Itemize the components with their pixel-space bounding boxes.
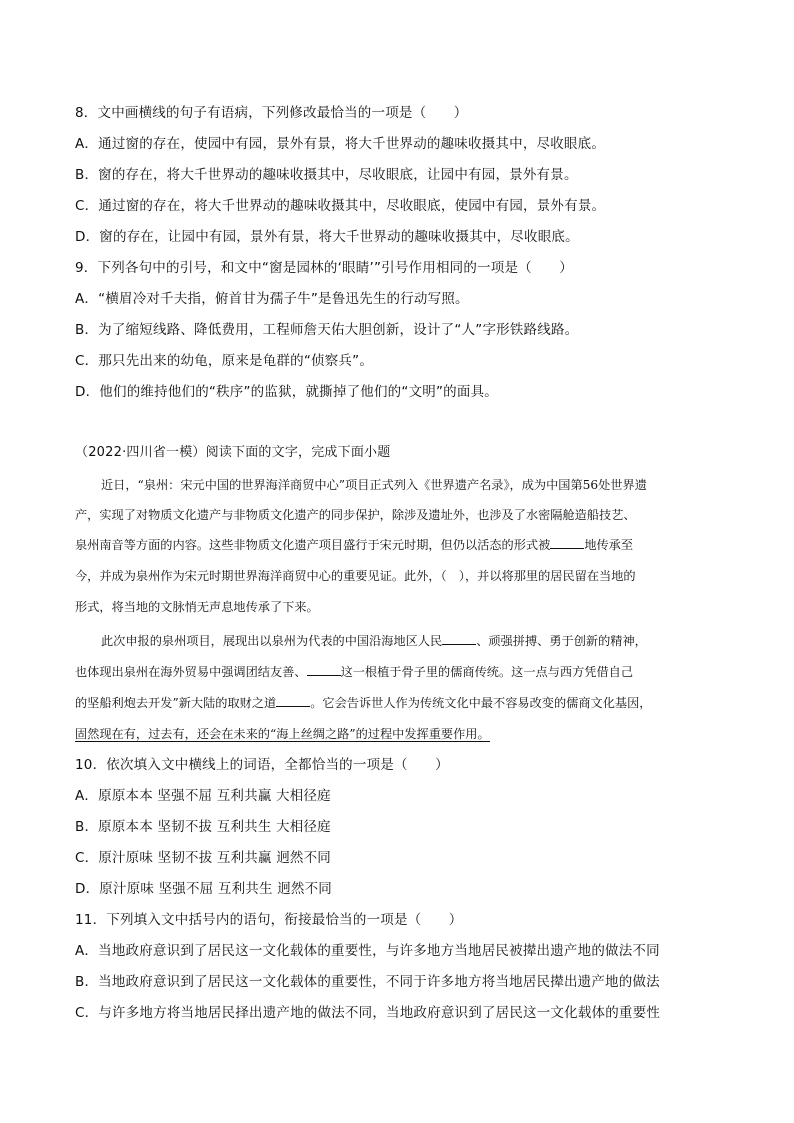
passage-p1-line3-a: 泉州南音等方面的内容。这些非物质文化遗产项目盛行于宋元时期，但仍以活态的形式被 <box>75 538 551 552</box>
q8-option-b: B．窗的存在，将大千世界动的趣味收摄其中，尽收眼底，让园中有园，景外有景。 <box>75 167 578 183</box>
passage-p2-line1 <box>75 631 747 651</box>
q11-option-c: C．与许多地方将当地居民择出遗产地的做法不同，当地政府意识到了居民这一文化载体的重要性 <box>75 1005 661 1021</box>
q9-option-a: A．“横眉冷对千夫指，俯首甘为孺子牛”是鲁迅先生的行动写照。 <box>75 291 469 307</box>
passage-p2-line2 <box>75 662 721 682</box>
passage-p1-line5: 形式，将当地的文脉悄无声息地传承了下来。 <box>75 600 319 614</box>
q10-stem: 10．依次填入文中横线上的词语，全都恰当的一项是（ ） <box>75 757 449 773</box>
passage-p2-line2-a: 也体现出泉州在海外贸易中强调团结友善、 <box>75 665 307 679</box>
passage-p2-line3-b: 。它会告诉世人作为传统文化中最不容易改变的儒商文化基因， <box>310 696 652 710</box>
fill-blank-1 <box>550 536 584 549</box>
q9-option-c: C．那只先出来的幼龟，原来是龟群的“侦察兵”。 <box>75 353 374 369</box>
passage-p1-line3 <box>75 535 721 555</box>
passage-p1-line4: 今，并成为泉州作为宋元时期世界海洋商贸中心的重要见证。此外，（ ），并以将那里的居民留在当地的 <box>75 569 636 583</box>
reading-source: （2022·四川省一模）阅读下面的文字，完成下面小题 <box>75 445 391 460</box>
q10-option-d: D．原汁原味 坚强不屈 互利共生 迥然不同 <box>75 881 332 897</box>
q9-option-d: D．他们的维持他们的“秩序”的监狱，就撕掉了他们的“文明”的面具。 <box>75 384 498 400</box>
passage-p1-line3-b: 地传承至 <box>584 538 634 552</box>
q11-option-a: A．当地政府意识到了居民这一文化载体的重要性，与许多地方当地居民被撵出遗产地的做法不同 <box>75 943 660 959</box>
passage-p2-line1-a: 此次申报的泉州项目，展现出以泉州为代表的中国沿海地区人民 <box>101 634 443 648</box>
q9-stem: 9．下列各句中的引号，和文中“窗是园林的‘眼睛’”引号作用相同的一项是（ ） <box>75 260 573 276</box>
fill-blank-3 <box>307 663 341 676</box>
passage-p2-line1-b: 、顽强拼搏、勇于创新的精神， <box>476 634 647 648</box>
q10-option-b: B．原原本本 坚韧不拔 互利共生 大相径庭 <box>75 819 331 835</box>
passage-p2-line3 <box>75 693 721 713</box>
q8-option-a: A．通过窗的存在，使园中有园，景外有景，将大千世界动的趣味收摄其中，尽收眼底。 <box>75 136 606 152</box>
fill-blank-4 <box>276 694 310 707</box>
passage-p2-line3-a: 的坚船利炮去开发”新大陆的取财之道 <box>75 696 277 710</box>
q11-option-b: B．当地政府意识到了居民这一文化载体的重要性，不同于许多地方将当地居民撵出遗产地的做法 <box>75 974 660 990</box>
q9-option-b: B．为了缩短线路、降低费用，工程师詹天佑大胆创新，设计了“人”字形铁路线路。 <box>75 322 579 338</box>
q11-stem: 11．下列填入文中括号内的语句，衔接最恰当的一项是（ ） <box>75 912 463 928</box>
q8-stem: 8．文中画横线的句子有语病，下列修改最恰当的一项是（ ） <box>75 105 468 121</box>
passage-p2-line2-b: 这一根植于骨子里的儒商传统。这一点与西方凭借自己 <box>340 665 634 679</box>
q8-option-c: C．通过窗的存在，将大千世界动的趣味收摄其中，尽收眼底，使园中有园，景外有景。 <box>75 198 606 214</box>
passage-p1-line2: 产，实现了对物质文化遗产与非物质文化遗产的同步保护，除涉及遗址外，也涉及了水密隔舱造船技艺、 <box>75 508 636 522</box>
q8-option-d: D．窗的存在，让园中有园，景外有景，将大千世界动的趣味收摄其中，尽收眼底。 <box>75 229 579 245</box>
passage-p1-line1: 近日，“泉州：宋元中国的世界海洋商贸中心”项目正式列入《世界遗产名录》，成为中国第56处世界遗 <box>101 478 647 492</box>
q10-option-c: C．原汁原味 坚韧不拔 互利共赢 迥然不同 <box>75 850 331 866</box>
passage-p2-line4-underlined: 固然现在有，过去有，还会在未来的“海上丝绸之路”的过程中发挥重要作用。 <box>75 727 490 741</box>
q10-option-a: A．原原本本 坚强不屈 互利共赢 大相径庭 <box>75 788 331 804</box>
passage-p2-line4 <box>75 724 721 744</box>
fill-blank-2 <box>442 632 476 645</box>
